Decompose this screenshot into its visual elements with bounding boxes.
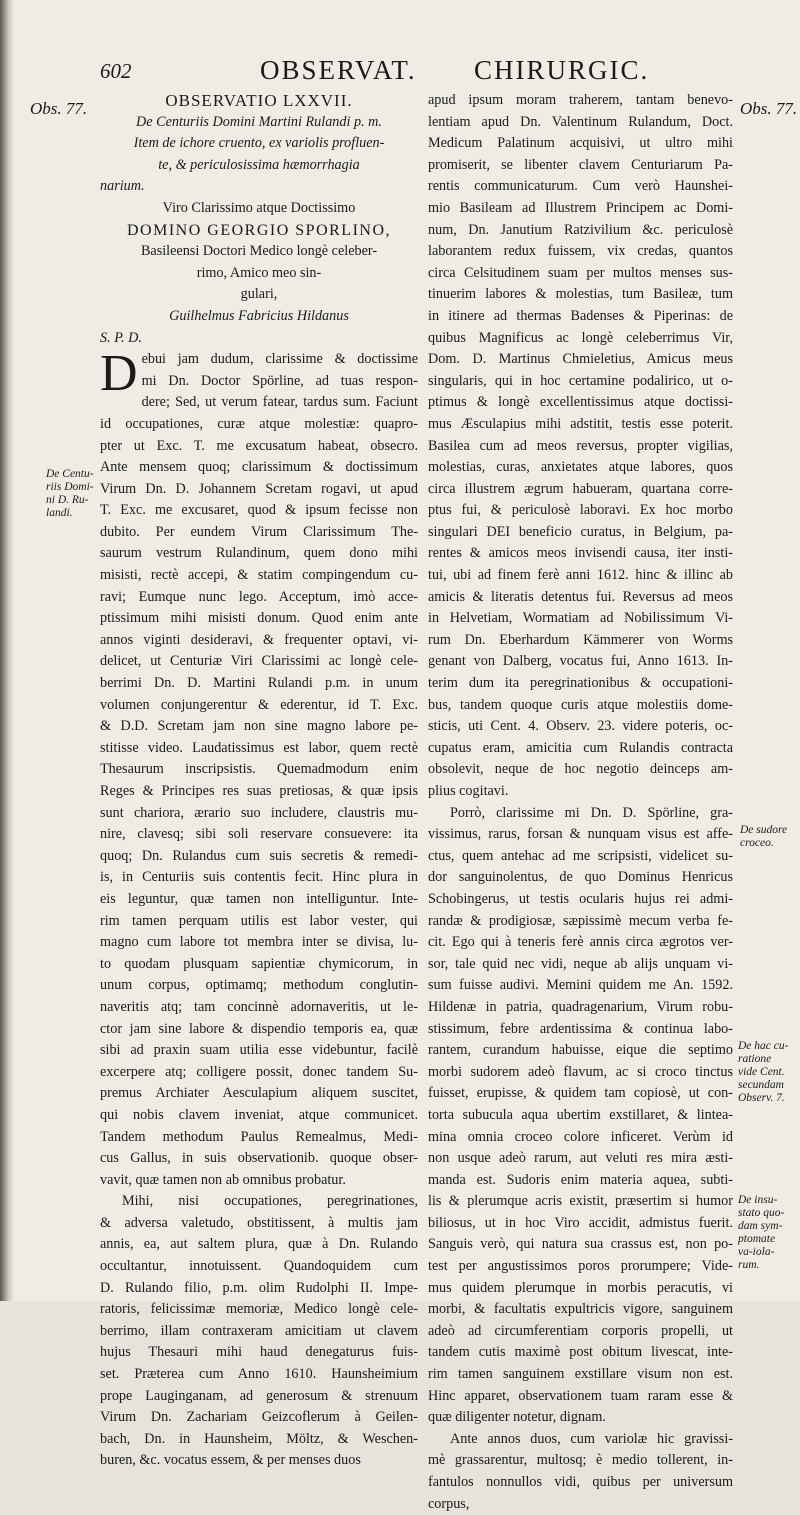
text-line: annis, ea, aut saltem plura, quæ à Dn. Rulando: [100, 1236, 418, 1253]
drop-cap: D: [100, 345, 138, 403]
text-line: berrimi Dn. D. Martini Rulandi p.m. in unum: [100, 675, 418, 692]
margin-note-line: De hac cu-: [738, 1040, 789, 1052]
salutation-line: Guilhelmus Fabricius Hildanus: [169, 307, 349, 324]
text-line: rim tamen perquam utilis est labor vester, qui: [100, 912, 418, 929]
running-title-right: CHIRURGIC.: [474, 55, 650, 85]
text-line: lentiam apud Dn. Valentinum Rulandum, Doct.: [428, 113, 733, 130]
book-gutter: [0, 0, 14, 1301]
text-line: promiserit, se libenter clavem Centuriarum Pa-: [428, 156, 733, 173]
text-line: quibus Magnificus ac longè celeberrimus Vir,: [428, 329, 733, 346]
heading-line: Item de ichore cruento, ex variolis profluen-: [133, 135, 385, 152]
text-line: bach, Dn. in Haunsheim, Möltz, & Weschen-: [100, 1430, 418, 1447]
paragraph-sudor: [428, 803, 733, 1429]
text-line: morbi sudorem adeò flavum, ac si croco tinctus: [428, 1063, 733, 1080]
text-line: plius cogitavi.: [428, 783, 509, 799]
text-line: dubito. Per eundem Virum Clarissimum The-: [100, 523, 418, 540]
margin-note-inspissato: [738, 1194, 784, 1272]
text-line: hujus Thesauri mihi haud denegaturus fuis-: [100, 1344, 418, 1361]
text-line: nire, clavesq; sibi soli reservare consuevere: ita: [100, 826, 418, 843]
text-line: vavit, quæ tamen non ab omnibus probatur.: [100, 1171, 346, 1188]
margin-note-line: va-iola-: [738, 1246, 775, 1258]
text-line: singulari DEI beneficio curatus, in Belgium, pa-: [428, 523, 733, 540]
margin-note-line: landi.: [46, 507, 73, 519]
margin-note-sudore: [740, 824, 787, 850]
text-line: annos viginti desideravi, & frequenter optavi, vi-: [100, 631, 418, 648]
text-line: rantem, curandum habuisse, eique die septimo: [428, 1042, 733, 1059]
text-line: Medicum Palatinum acquisivi, ut ultro mihi: [428, 135, 733, 152]
text-line: amicis & literatis detentus fui. Reversus ad meos: [428, 588, 733, 605]
text-line: terim dum ita peregrinationibus & occupationi-: [428, 675, 733, 692]
salutation-line: S. P. D.: [100, 329, 142, 346]
text-line: Reges & Principes res suas pretiosas, & quæ ipsis: [100, 783, 418, 799]
text-line: eis leguntur, quæ tamen non intelliguntur. Inte-: [100, 890, 418, 907]
text-line: Mihi, nisi occupationes, peregrinationes,: [122, 1193, 418, 1210]
text-line: pter ut Exc. T. me excusatum habeat, obsecro.: [100, 437, 418, 454]
margin-note-line: secundam: [738, 1079, 784, 1091]
text-line: ctus, quem antehac ad me scripsisti, videlicet su-: [428, 847, 733, 864]
text-line: occultantur, innotuissent. Quandoquidem cum: [100, 1258, 418, 1275]
text-line: lis & plerumque acris existit, præsertim si humor: [428, 1193, 733, 1210]
text-line: mus Æsculapius mihi adstitit, testis esse poterit.: [428, 415, 733, 432]
text-line: apud ipsum moram traherem, tantam benevo-: [428, 92, 733, 108]
heading-line: De Centuriis Domini Martini Rulandi p. m.: [136, 113, 382, 130]
margin-note-line: ratione: [738, 1053, 772, 1065]
margin-note-line: De sudore: [740, 824, 788, 836]
margin-note-line: Observ. 7.: [738, 1092, 785, 1104]
text-line: quoq; Dn. Rulandus cum suis secretis & remedi-: [100, 847, 418, 864]
text-line: & D.D. Scretam jam non sine magno labore pe-: [100, 718, 418, 735]
text-line: fantulos nonnullos vidi, quibus per universum: [428, 1474, 733, 1490]
text-line: randæ & prodigiosæ, sæpissimè mecum verba fe-: [428, 912, 733, 929]
text-line: dere; Sed, ut verum fatear, tardus sum. Faciunt: [141, 394, 418, 411]
text-line: Thesaurum inscripsistis. Quemadmodum enim: [100, 761, 418, 778]
text-line: magno cum labore tot membra inter se divisa, lu-: [100, 934, 418, 951]
text-line: Schobingerus, ut testis ocularis hujus rei admi-: [428, 890, 733, 907]
heading-line: narium.: [100, 178, 145, 195]
text-line: ravi; Eumque nunc lego. Acceptum, imò acce-: [100, 588, 418, 605]
text-line: manda est. Sudoris enim materia aquea, subti-: [428, 1171, 733, 1188]
margin-note-line: ptomate: [738, 1233, 776, 1245]
text-line: saurum vestrum Rulandinum, quem dono mihi: [100, 545, 418, 562]
text-line: to quodam plusquam sapientiæ chymicorum, in: [100, 955, 418, 972]
paragraph-two: [100, 1191, 418, 1472]
text-line: ptimus & longè excellentissimus atque doctissi-: [428, 394, 733, 411]
page-number: 602: [100, 59, 132, 83]
text-line: rentes & amicos meos invisendi causa, iter insti-: [428, 545, 733, 562]
text-line: cus Gallus, in suis observationib. quoque obser-: [100, 1150, 418, 1167]
text-line: D. Rulando filio, p.m. olim Rudolphi II. Impe-: [100, 1279, 418, 1296]
text-line: misisti, rectè accepi, & statim compingendum cu-: [100, 567, 418, 584]
running-title-left: OBSERVAT.: [260, 55, 417, 85]
salutation-line: Viro Clarissimo atque Doctissimo: [162, 199, 356, 216]
text-line: laborantem redux fuissem, vix credas, quantos: [428, 243, 733, 260]
text-line: Ante annos duos, cum variolæ hic gravissi-: [450, 1430, 733, 1447]
salutation-block: [100, 198, 418, 349]
text-line: id occupationes, curæ atque molestiæ: quapro-: [100, 415, 418, 432]
text-line: Tandem methodum Paulus Remealmus, Medi-: [100, 1128, 418, 1145]
text-line: Basilea cum ad meos reversus, propter vigilias,: [428, 437, 733, 454]
text-line: stissimum, febre ardentissima & continua labo-: [428, 1020, 733, 1037]
text-line: singularis, qui in hoc certamine podalirico, ut o-: [428, 372, 733, 389]
margin-note-line: croceo.: [740, 837, 774, 849]
text-line: buren, &c. vocatus essem, & per menses duos: [100, 1452, 361, 1469]
text-line: biliosus, ut in hoc Viro accidit, admistus fuerit.: [428, 1214, 733, 1231]
text-line: premus Archiater Aesculapium aliquem suscitet,: [100, 1085, 418, 1102]
salutation-line: Basileensi Doctori Medico longè celeber-: [140, 243, 378, 260]
text-line: prope Lauginganam, ad generosum & strenuum: [100, 1387, 418, 1404]
running-header: [100, 55, 700, 89]
margin-note-centuriis: [46, 468, 94, 520]
text-line: tandem cutis maximè post obitum livescat, inte-: [428, 1344, 733, 1361]
text-line: rim tamen sanguinem exstillare visum non est.: [428, 1366, 733, 1383]
text-line: rentis communicaturum. Cum verò Haunshei-: [428, 178, 733, 195]
text-line: sunt chariora, ærario suo includere, claustris mu-: [100, 804, 418, 821]
text-line: ebui jam dudum, clarissime & doctissime: [141, 351, 418, 368]
text-line: mio Basileam ad Illustrem Principem ac Domi-: [428, 199, 733, 216]
paragraph-variolae: [428, 1429, 733, 1515]
text-line: test per angustissimos poros prorumpere; Vide-: [428, 1258, 733, 1275]
right-column: [428, 90, 733, 1515]
text-line: fuisset, erupisse, & quidem tam copiosè, ut con-: [428, 1085, 733, 1102]
margin-note-line: De Centu-: [46, 468, 94, 480]
text-line: Hildenæ in patria, quadragenarium, Virum robu-: [428, 998, 733, 1015]
text-line: vissimus, rarus, forsan & nunquam visus est affe-: [428, 826, 733, 843]
text-line: non usque adeò rarum, aut veluti res mira æsti-: [428, 1150, 733, 1167]
margin-note-line: stato quo-: [738, 1207, 785, 1219]
text-line: Ante mensem quoq; clarissimum & doctissimum: [100, 459, 418, 476]
text-line: genant von Dalberg, vocatus fui, Anno 1613. In-: [428, 653, 733, 670]
text-line: ptus fui, & periculosè laboravi. Ex hoc morbo: [428, 502, 733, 519]
text-line: num, Dn. Janutium Ratzivilium &c. periculosè: [428, 221, 733, 238]
margin-obs-right: Obs. 77.: [740, 99, 798, 118]
text-line: is, in Centuriis suis contentis fecit. Hinc plura in: [100, 869, 418, 886]
text-line: circa Celsitudinem suam per multos menses sus-: [428, 264, 733, 281]
text-line: Sanguis verò, qui natura sua crassus est, non po-: [428, 1236, 733, 1253]
margin-note-line: De insu-: [738, 1194, 778, 1206]
text-line: mina omnia croceo colore inficeret. Verùm id: [428, 1128, 733, 1145]
text-line: rum Dn. Eberhardum Kämmerer von Worms: [428, 631, 733, 648]
text-line: mus quidem plerumque in morbis peracutis, vi: [428, 1279, 733, 1296]
text-line: Virum Dn. Zachariam Geizcoflerum à Geilen-: [100, 1409, 418, 1426]
margin-note-line: dam sym-: [738, 1220, 783, 1232]
text-line: torta subucula aqua ubertim exstillaret, & lintea-: [428, 1106, 733, 1123]
text-line: adeò ad circumferentiam corporis propelli, ut: [428, 1322, 733, 1339]
margin-note-line: vide Cent.: [738, 1066, 785, 1078]
text-line: mi Dn. Doctor Spörline, ad tuas respon-: [141, 372, 418, 389]
text-line: cupatus eram, amicitia cum Rulandis contracta: [428, 739, 733, 756]
text-line: qui nobis clavem inveniat, atque communicet.: [100, 1106, 418, 1123]
text-line: circa illustrem ægrum habueram, quartana corre-: [428, 480, 733, 497]
text-line: volumen conjungerentur & ederentur, id T. Exc.: [100, 696, 418, 713]
letter-opening: [100, 345, 418, 1191]
text-line: quæ diligenter notetur, dignam.: [428, 1409, 606, 1426]
heading-line: OBSERVATIO LXXVII.: [165, 91, 353, 110]
text-line: sibi ad praxin suam utilia esse videbuntur, facilè: [100, 1042, 418, 1059]
text-line: molestias, curas, anxietates atque labores, quos: [428, 459, 733, 476]
text-line: corpus,: [428, 1495, 470, 1512]
paragraph-continued: [428, 90, 733, 803]
text-line: in itinere ad thermas Badenses & Piperinas: de: [428, 307, 733, 324]
text-line: delicet, ut Centuriæ Viri Clarissimi ac longè cele-: [100, 653, 418, 670]
text-line: Hinc apparet, observationem tuam raram esse &: [428, 1387, 733, 1404]
left-column: [100, 90, 418, 1472]
text-line: naveritis atq; tam concinnè adornaveritis, ut le-: [100, 998, 418, 1015]
text-line: obsolevit, neque de hoc negotio deinceps am-: [428, 761, 733, 778]
text-line: in Helvetiam, Wormatiam ad Nobilissimum Vi-: [428, 610, 733, 627]
salutation-line: DOMINO GEORGIO SPORLINO,: [127, 221, 391, 239]
observation-heading: [100, 90, 418, 198]
margin-note-line: riis Domi-: [46, 481, 94, 493]
margin-note-line: ni D. Ru-: [46, 494, 89, 506]
salutation-line: rimo, Amico meo sin-: [196, 264, 322, 281]
text-line: dor sanguinolentus, de quo Dominus Henricus: [428, 869, 733, 886]
text-line: sor, tale quid nec vidi, neque ab alijs unquam vi-: [428, 955, 733, 972]
margin-note-hac: [738, 1040, 788, 1105]
margin-obs-left: Obs. 77.: [30, 99, 88, 118]
text-line: Dom. D. Martinus Chmieletius, Amicus meus: [428, 351, 733, 368]
text-line: cit. Ego qui à teneris ferè annis circa ægrotos ver-: [428, 934, 733, 951]
text-line: excerpere atq; colligere possit, donec tandem Su-: [100, 1063, 418, 1080]
text-line: T. Exc. me excusaret, quod & ipsum fecisse non: [100, 502, 418, 519]
text-line: ptissimum mihi misisti donum. Quod enim ante: [100, 610, 418, 627]
text-line: Virum Dn. D. Johannem Scretam rogavi, ut apud: [100, 480, 418, 497]
text-line: set. Præterea cum Anno 1610. Haunsheimium: [100, 1366, 418, 1383]
margin-note-line: rum.: [738, 1259, 760, 1271]
text-line: bus, tandem quoque curis atque molestiis dome-: [428, 696, 733, 713]
salutation-line: gulari,: [240, 286, 278, 303]
text-line: ctor jam sine labore & dispendio temporis ea, quæ: [100, 1020, 418, 1037]
heading-line: te, & periculosissima hæmorrhagia: [158, 156, 360, 173]
text-line: ratoris, felicissimæ memoriæ, Medico longè cele-: [100, 1301, 418, 1318]
text-line: sum fuisse audivi. Memini quidem me An. 1592.: [428, 977, 733, 994]
text-line: stitisse video. Laudatissimus est labor, quem rectè: [100, 739, 418, 756]
text-line: mè grassarentur, multosq; è medio tollerent, in-: [428, 1452, 733, 1469]
text-line: unum corpus, optimamq; methodum conglutin-: [100, 977, 418, 994]
text-line: sticis, uti Cent. 4. Observ. 23. videre poteris, oc-: [428, 718, 733, 735]
text-line: morbi, & facultatis expultricis vigore, sanguinem: [428, 1301, 733, 1318]
text-line: tui, ubi ad finem ferè anni 1612. hinc & illinc ab: [428, 567, 733, 584]
text-line: berrimo, illam contraxeram amicitiam ut clavem: [100, 1322, 418, 1339]
text-line: & adversa valetudo, obstitissent, à multis jam: [100, 1214, 418, 1231]
text-line: Porrò, clarissime mi Dn. D. Spörline, gra-: [450, 804, 733, 821]
text-line: tinuerim labores & molestias, tum Basileæ, tum: [428, 286, 733, 303]
